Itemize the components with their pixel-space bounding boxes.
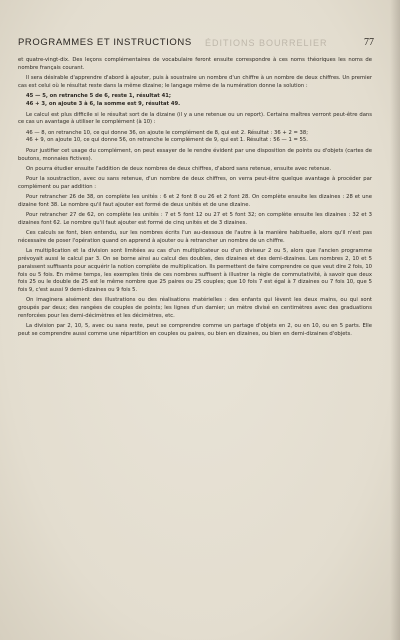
paragraph: Pour retrancher 26 de 38, on complète les unités : 6 et 2 font 8 ou 26 et 2 font 28. On complète ensuite les dizaines : 28 et une dizaine font 38. Le nombre qu'il faut ajouter est formé de deux unités et de une dizaine. [18, 194, 372, 209]
running-head-title: PROGRAMMES ET INSTRUCTIONS [18, 37, 192, 48]
paragraph: La division par 2, 10, 5, avec ou sans reste, peut se comprendre comme un partage d'objets en 2, ou en 10, ou en 5 parts. Elle peut se comprendre aussi comme une répartition en couples ou paires, ou bien en dizaines, ou bien en demi-dizaines d'objets. [18, 323, 372, 337]
paragraph: Pour justifier cet usage du complément, on peut essayer de le rendre évident par une disposition de points ou d'objets (cartes de boutons, monnaies fictives). [18, 148, 372, 162]
paragraph: La multiplication et la division sont limitées au cas d'un multiplicateur ou d'un diviseur 2 ou 5, alors que l'ancien programme prévoyait aussi le calcul par 3. On se borne ainsi au calcul des doubles, des dizaines et des demi-dizaines. Les nombres 2, 10 et 5 paraissent suffisants pour acquérir la notion complète de multiplication. Ils permettent de faire comprendre ce que veut dire 2 fois, 10 fois ou 5 fois. En même temps, les exemples tirés de ces nombres suffisent à illustrer la règle de commutativité, à savoir que deux fois 25 ou le double de 25 est le même nombre que 25 paires ou 25 couples; que 10 fois 7 est égal à 7 dizaines ou 7 fois 10, que 5 fois 9, c'est aussi 9 demi-dizaines ou 9 fois 5. [18, 248, 373, 294]
example-line [18, 93, 372, 101]
paragraph: Pour retrancher 27 de 62, on complète les unités : 7 et 5 font 12 ou 27 et 5 font 32; on complète ensuite les dizaines : 32 et 3 dizaines font 62. Le nombre qu'il faut ajouter est formé de cinq unités et de 3 dizaines. [18, 212, 372, 227]
paragraph: Le calcul est plus difficile si le résultat sort de la dizaine (il y a une retenue ou un report). Certains maîtres verront peut-être dans ce cas un avantage à utiliser le complément (à 10) : [18, 111, 372, 126]
page-edge-shadow [390, 0, 400, 640]
bleed-through-text: ÉDITIONS BOURRELIER [205, 38, 328, 48]
example-line: 46 — 8, on retranche 10, ce qui donne 36, on ajoute le complément de 8, qui est 2. Résultat : 36 + 2 = 38; [26, 129, 308, 136]
example-line-text: 45 — 5, on retranche 5 de 6, reste 1, résultat 41; [26, 92, 171, 99]
paragraph: Pour la soustraction, avec ou sans retenue, d'un nombre de deux chiffres, on verra peut-être quelque avantage à procéder par complément ou par addition : [18, 176, 372, 191]
paragraph: Ces calculs se font, bien entendu, sur les nombres écrits l'un au-dessous de l'autre à la manière habituelle, alors qu'il n'est pas nécessaire de poser l'opération quand on apprend à ajouter ou à retrancher un nombre de un chiffre. [18, 230, 372, 245]
paragraph: On pourra étudier ensuite l'addition de deux nombres de deux chiffres, d'abord sans retenue, ensuite avec retenue. [26, 166, 332, 173]
example-line-text: 46 + 3, on ajoute 3 à 6, la somme est 9, résultat 49. [26, 100, 181, 107]
page-body [18, 57, 372, 341]
paragraph: et quatre-vingt-dix. Des leçons complémentaires de vocabulaire feront ensuite correspondre à ces noms théoriques les noms de nombre français courant. [18, 57, 372, 71]
page-number: 77 [364, 37, 374, 48]
example-line [18, 101, 372, 109]
example-line: 46 + 9, on ajoute 10, ce qui donne 56, on retranche le complément de 9, qui est 1. Résultat : 56 — 1 = 55. [26, 137, 308, 144]
paragraph: Il sera désirable d'apprendre d'abord à ajouter, puis à soustraire un nombre d'un chiffre à un nombre de deux chiffres. Un premier cas est celui où le résultat reste dans la même dizaine; le langage même de la numération donne la solution : [18, 74, 372, 89]
paragraph: On imaginera aisément des illustrations ou des réalisations matérielles : des enfants qui lèvent les deux mains, ou qui sont groupés par deux; des rangées de couples de points; les lignes d'un damier; un mètre divisé en centimètres avec des graduations renforcées pour les demi-décimètres et les décimètres, etc. [18, 297, 372, 320]
